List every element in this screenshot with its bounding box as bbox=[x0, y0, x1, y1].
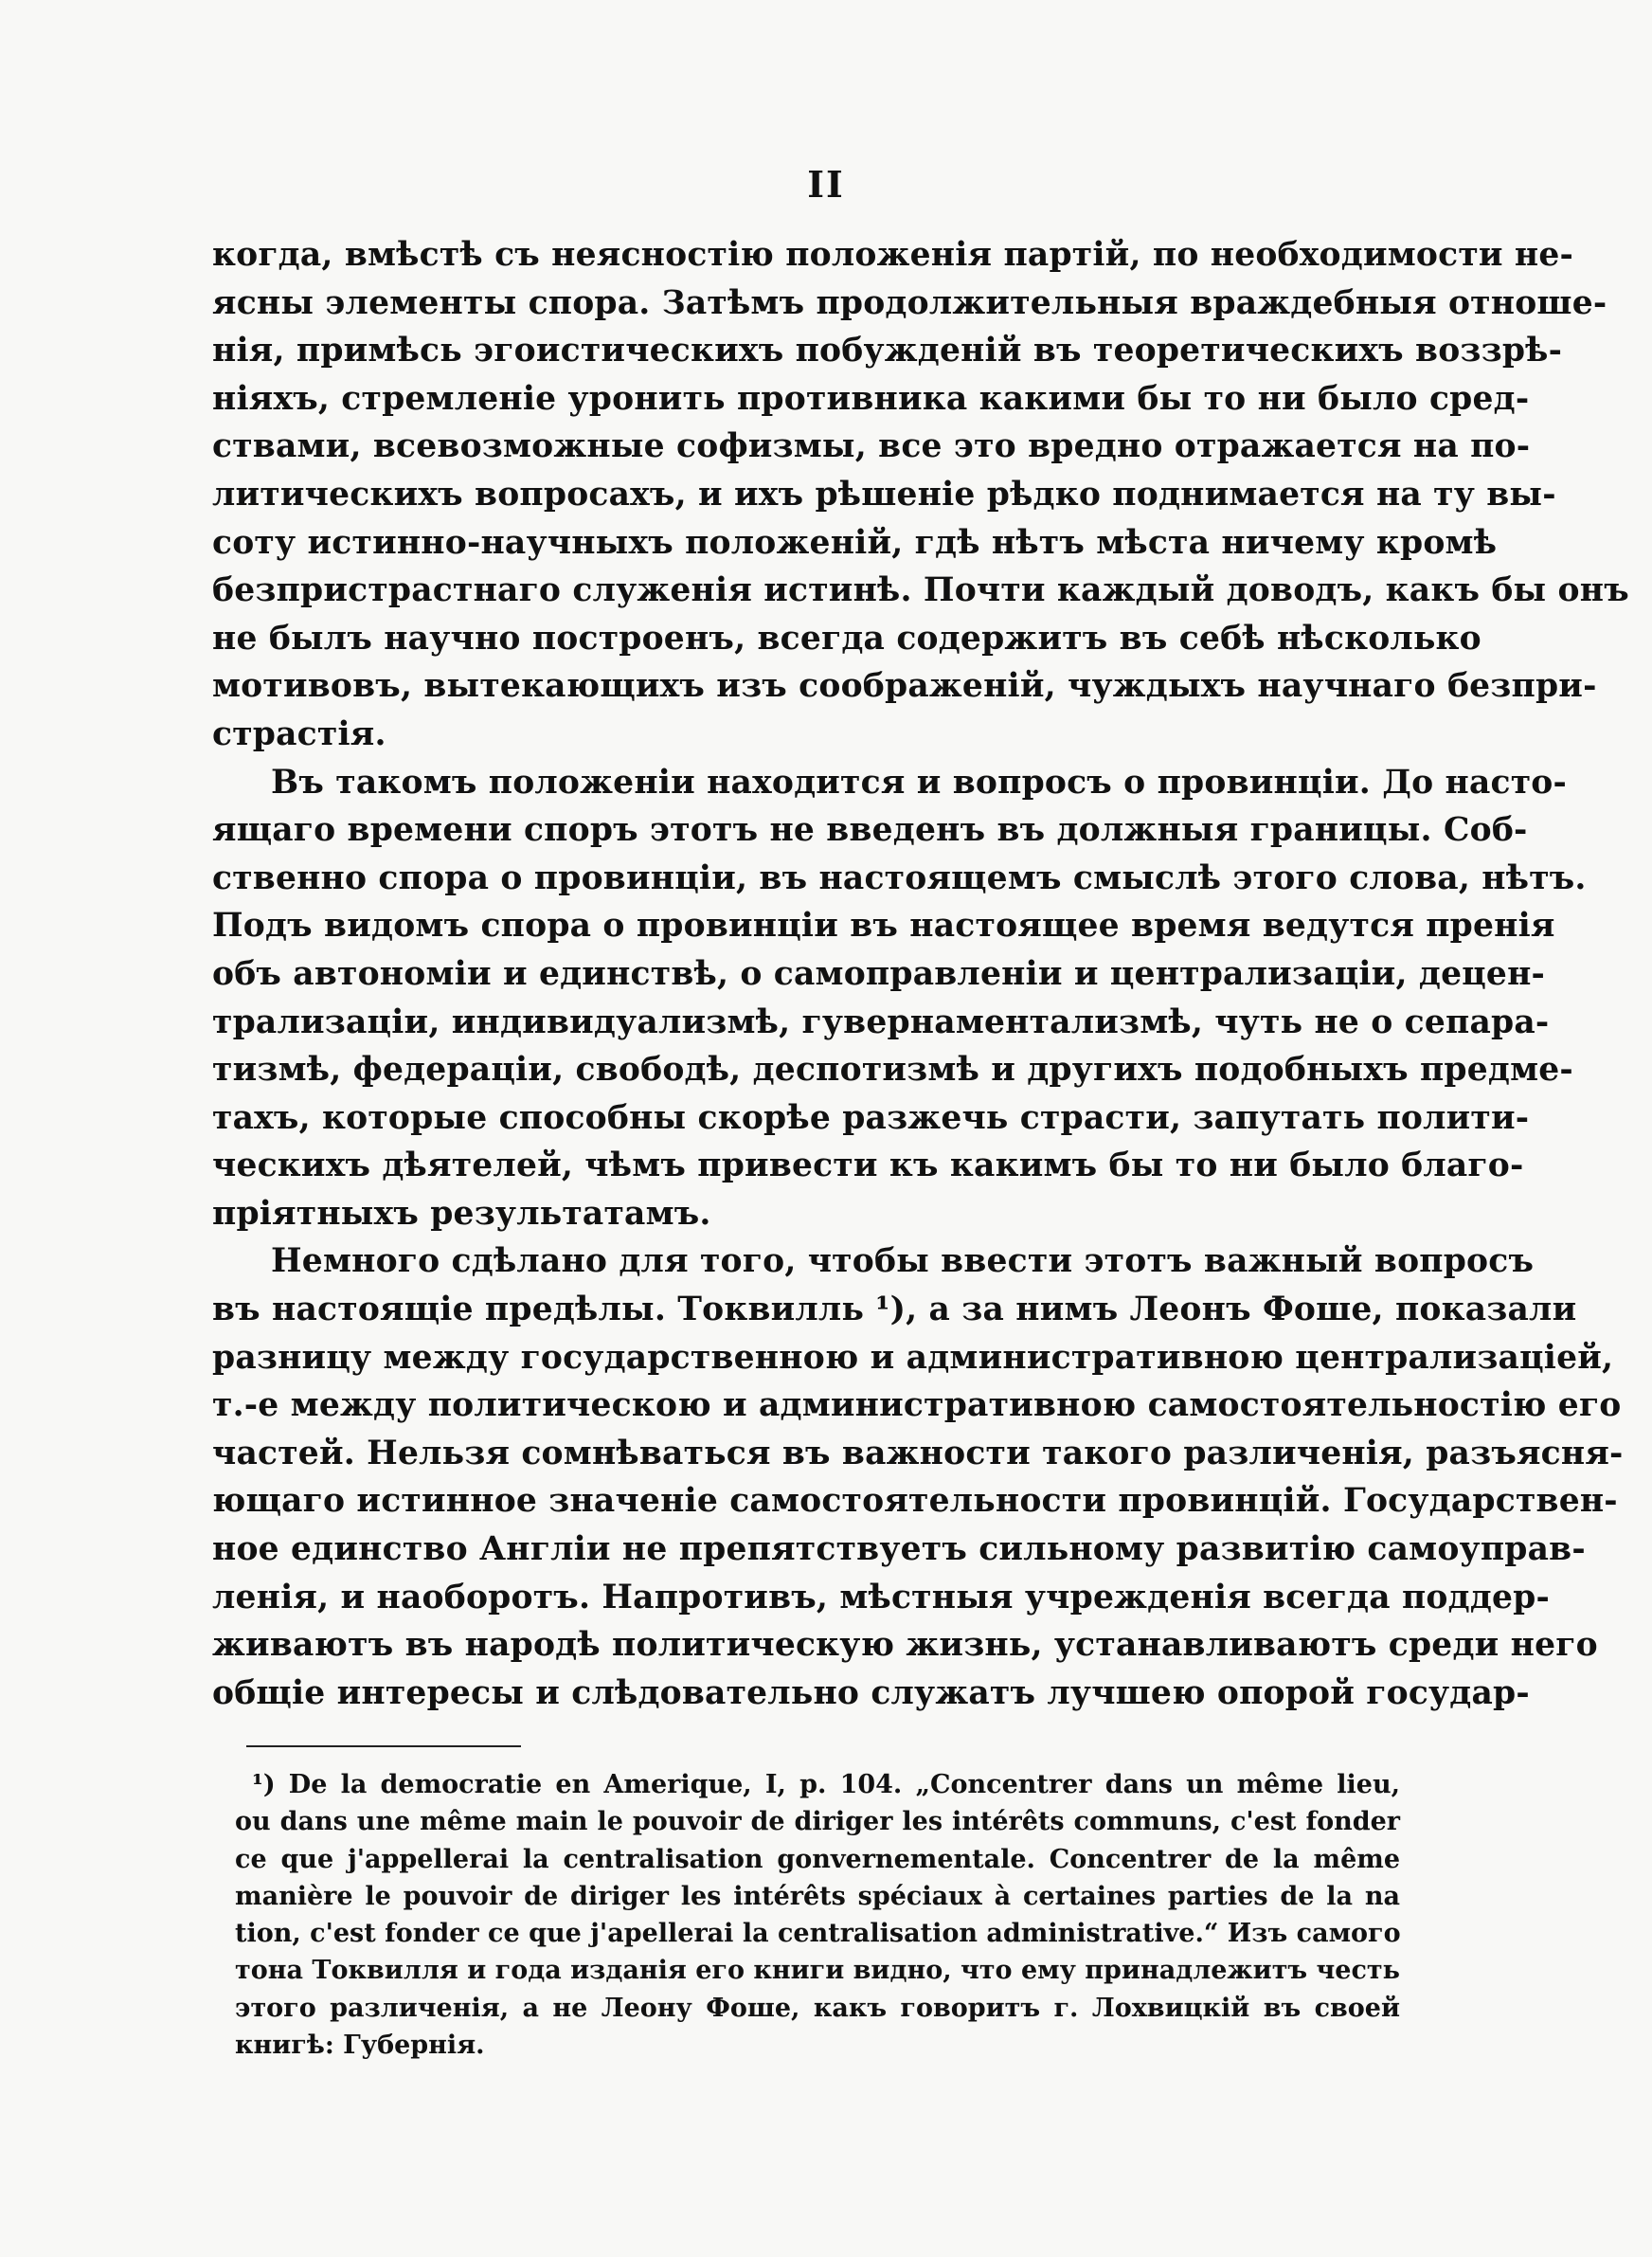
footnote-line: тона Токвилля и года изданія его книги видно, что ему принадлежитъ честь bbox=[235, 1956, 1400, 1986]
text-line: ственно спора о провинціи, въ настоящемъ смыслѣ этого слова, нѣтъ. bbox=[212, 858, 1587, 897]
text-line: литическихъ вопросахъ, и ихъ рѣшеніе рѣдко поднимается на ту вы- bbox=[212, 475, 1556, 514]
text-line: нія, примѣсь эгоистическихъ побужденій въ теоретическихъ воззрѣ- bbox=[212, 332, 1563, 370]
footnote-line: manière le pouvoir de diriger les intérêts spéciaux à certaines parties de la na bbox=[235, 1881, 1400, 1911]
text-line: безпристрастнаго служенія истинѣ. Почти каждый доводъ, какъ бы онъ bbox=[212, 571, 1629, 610]
text-line: ное единство Англіи не препятствуетъ сильному развитію самоуправ- bbox=[212, 1530, 1586, 1569]
text-line: соту истинно-научныхъ положеній, гдѣ нѣтъ мѣста ничему кромѣ bbox=[212, 523, 1498, 562]
text-line: трализаціи, индивидуализмѣ, гувернаментализмѣ, чуть не о сепара- bbox=[212, 1002, 1550, 1041]
text-line: страстія. bbox=[212, 714, 386, 753]
text-line: ствами, всевозможные софизмы, все это вредно отражается на по- bbox=[212, 427, 1531, 466]
text-line: Въ такомъ положеніи находится и вопросъ о провинціи. До насто- bbox=[271, 763, 1568, 802]
text-line: живаютъ въ народѣ политическую жизнь, устанавливаютъ среди него bbox=[212, 1626, 1598, 1665]
text-line: не былъ научно построенъ, всегда содержитъ въ себѣ нѣсколько bbox=[212, 619, 1481, 658]
footnote-line: ou dans une même main le pouvoir de diriger les intérêts communs, c'est fonder bbox=[235, 1807, 1400, 1837]
text-line: частей. Нельзя сомнѣваться въ важности такого различенія, разъясня- bbox=[212, 1434, 1624, 1472]
text-line: тахъ, которые способны скорѣе разжечь страсти, запутать полити- bbox=[212, 1098, 1530, 1137]
footnote-divider bbox=[246, 1745, 521, 1747]
text-line: мотивовъ, вытекающихъ изъ соображеній, чуждыхъ научнаго безпри- bbox=[212, 667, 1597, 706]
text-line: Немного сдѣлано для того, чтобы ввести этотъ важный вопросъ bbox=[271, 1242, 1535, 1281]
text-line: Подъ видомъ спора о провинціи въ настоящее время ведутся пренія bbox=[212, 907, 1555, 946]
body-text bbox=[212, 231, 1629, 1717]
text-line: ніяхъ, стремленіе уронить противника какими бы то ни было сред- bbox=[212, 379, 1530, 418]
footnote-line: книгѣ: Губернія. bbox=[235, 2031, 485, 2061]
footnote bbox=[235, 1766, 1400, 2064]
text-line: объ автономіи и единствѣ, о самоправленіи и централизаціи, децен- bbox=[212, 954, 1546, 993]
text-line: ящаго времени споръ этотъ не введенъ въ должныя границы. Соб- bbox=[212, 811, 1528, 850]
text-line: тизмѣ, федераціи, свободѣ, деспотизмѣ и другихъ подобныхъ предме- bbox=[212, 1051, 1573, 1090]
footnote-line: этого различенія, а не Леону Фоше, какъ говоритъ г. Лохвицкій въ своей bbox=[235, 1993, 1400, 2023]
text-line: ющаго истинное значеніе самостоятельности провинцій. Государствен- bbox=[212, 1482, 1618, 1521]
text-line: ленія, и наоборотъ. Напротивъ, мѣстныя учрежденія всегда поддер- bbox=[212, 1578, 1551, 1616]
page-number: II bbox=[807, 163, 845, 206]
text-line: разницу между государственною и административною централизаціей, bbox=[212, 1338, 1614, 1377]
footnote-line: ce que j'appellerai la centralisation gonvernementale. Concentrer de la même bbox=[235, 1844, 1400, 1874]
text-line: когда, вмѣстѣ съ неясностію положенія партій, по необходимости не- bbox=[212, 236, 1574, 274]
footnote-line: tion, c'est fonder ce que j'apellerai la centralisation administrative.“ Изъ самого bbox=[235, 1919, 1401, 1949]
text-line: пріятныхъ результатамъ. bbox=[212, 1194, 711, 1233]
text-line: въ настоящіе предѣлы. Токвилль ¹), а за нимъ Леонъ Фоше, показали bbox=[212, 1291, 1577, 1329]
text-line: т.-е между политическою и административною самостоятельностію его bbox=[212, 1386, 1622, 1425]
text-line: ясны элементы спора. Затѣмъ продолжительныя враждебныя отноше- bbox=[212, 283, 1607, 322]
text-line: общіе интересы и слѣдовательно служатъ лучшею опорой государ- bbox=[212, 1673, 1530, 1712]
footnote-line: ¹) De la democratie en Amerique, I, p. 104. „Concentrer dans un même lieu, bbox=[252, 1770, 1400, 1799]
text-line: ческихъ дѣятелей, чѣмъ привести къ какимъ бы то ни было благо- bbox=[212, 1147, 1524, 1185]
